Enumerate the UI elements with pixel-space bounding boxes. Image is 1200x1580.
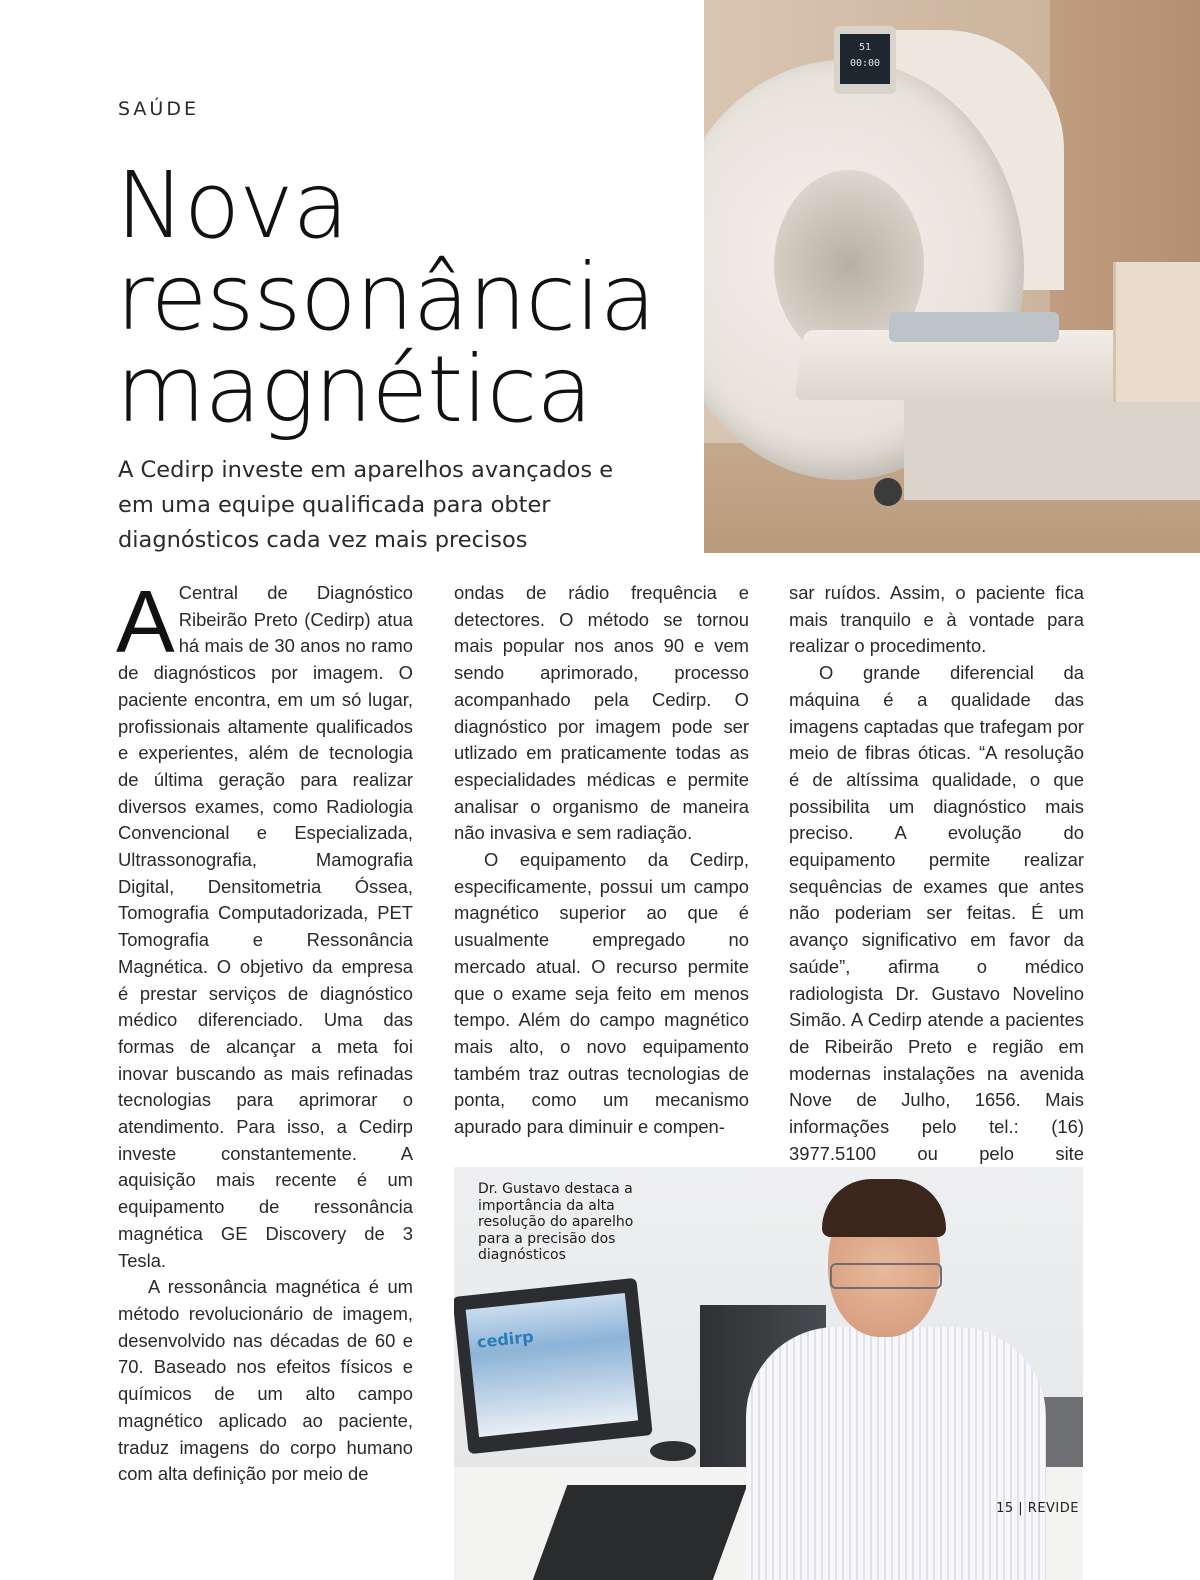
paragraph: A ressonância magnética é um método revolucionário de imagem, desenvolvido nas décadas de 60 e 70. Baseado nos efeitos físicos e químicos de um alto campo magnético aplicado ao paciente, traduz imagens do corpo humano com alta definição por meio de [118,1276,413,1485]
cabinet [1113,262,1200,402]
headline-line-1: Nova [116,152,348,259]
scanner-table-pad [889,312,1059,342]
page-folio: 15 | REVIDE [996,1501,1079,1516]
section-label: SAÚDE [118,98,199,120]
deck-subtitle: A Cedirp investe em aparelhos avançados e em uma equipe qualificada para obter diagnósticos cada vez mais precisos [118,457,614,553]
article-column-1 [116,572,413,1488]
headline-line-2: ressonância [116,244,656,351]
headline [116,152,676,443]
mri-scanner-photo [704,0,1200,553]
drop-cap: A [116,572,175,671]
paragraph: sar ruídos. Assim, o paciente fica mais tranquilo e à vontade para realizar o procedimento. [789,582,1084,657]
mouse [650,1441,696,1461]
scanner-monitor [834,26,896,94]
doctor-shirt [746,1327,1046,1580]
article-column-2 [454,580,749,1141]
article-column-3 [789,580,1084,1194]
paragraph: ondas de rádio frequência e detectores. O método se tornou mais popular nos anos 90 e vem sendo aprimorado, processo acompanhado pela Cedirp. O diagnóstico por imagem pode ser utlizado em praticamente todas as especialidades médicas e permite analisar o organismo de maneira não invasiva e sem radiação. [454,582,749,844]
scanner-monitor-screen [840,34,890,84]
computer-monitor [454,1278,653,1454]
table-wheel [874,478,902,506]
headline-line-3: magnética [116,336,592,443]
computer-screen [466,1293,639,1437]
doctor-photo [454,1167,1083,1580]
paragraph [789,660,1084,1194]
photo-caption: Dr. Gustavo destaca a importância da alta resolução do aparelho para a precisão dos diagnósticos [478,1181,634,1263]
monitor-readout-1: 51 [858,42,872,53]
glasses [830,1263,942,1289]
paragraph-text: Central de Diagnóstico Ribeirão Preto (Cedirp) atua há mais de 30 anos no ramo de diagnósticos por imagem. O paciente encontra, em um só lugar, profissionais altamente qualificados e experientes, além de tecnologia de última geração para realizar diversos exames, como Radiologia Convencional e Especializada, Ultrassonografia, Mamografia Digital, Densitometria Óssea, Tomografia Computadorizada, PET Tomografia e Ressonância Magnética. O objetivo da empresa é prestar serviços de diagnóstico médico diferenciado. Uma das formas de alcançar a meta foi inovar buscando as mais refinadas tecnologias para aprimorar o atendimento. Para isso, a Cedirp investe constantemente. A aquisição mais recente é um equipamento de ressonância magnética GE Discovery de 3 Tesla. [118,582,413,1271]
monitor-readout-2: 00:00 [849,58,881,69]
paragraph [116,572,413,1274]
screen-logo: cedirp [476,1326,535,1352]
paragraph-text: O grande diferencial da máquina é a qualidade das imagens captadas que trafegam por meio de fibras óticas. “A resolução é de altíssima qualidade, o que possibilita um diagnóstico mais preciso. A evolução do equipamento permite realizar sequências de exames que antes não poderiam ser feitas. É um avanço significativo em favor da saúde”, afirma o médico radiologista Dr. Gustavo Novelino Simão. A Cedirp atende a pacientes de Ribeirão Preto e região em modernas instalações na avenida Nove de Julho, 1656. Mais informações pelo tel.: (16) 3977.5100 ou pelo site [789,662,1084,1164]
paragraph: O equipamento da Cedirp, especificamente, possui um campo magnético superior ao que é usualmente empregado no mercado atual. O recurso permite que o exame seja feito em menos tempo. Além do campo magnético mais alto, o novo equipamento também traz outras tecnologias de ponta, como um mecanismo apurado para diminuir e compen- [454,849,749,1138]
keyboard [533,1485,748,1580]
scanner-table-base [904,400,1200,500]
doctor-hair [822,1179,946,1237]
